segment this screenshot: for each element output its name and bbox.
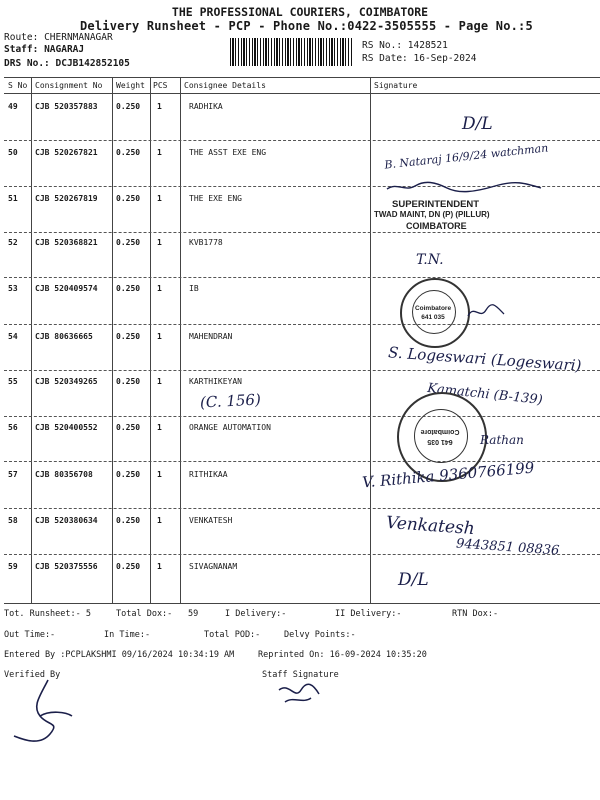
- row-separator: [4, 370, 600, 371]
- row-sno: 58: [8, 516, 18, 525]
- staff-value: NAGARAJ: [44, 44, 85, 55]
- table-top-border: [4, 77, 600, 78]
- handwritten-signature: B. Nataraj 16/9/24 watchman: [383, 141, 549, 172]
- total-dox-value: 59: [188, 609, 199, 619]
- bank-stamp-inner-ring: [412, 290, 456, 334]
- col-header-weight: Weight: [116, 81, 145, 90]
- handwritten-initials: T.N.: [416, 252, 444, 268]
- col-header-consignment: Consignment No: [35, 81, 103, 90]
- drs-label: DRS No.:: [4, 58, 50, 69]
- handwritten-note: (C. 156): [199, 390, 262, 412]
- row-consignee: THE EXE ENG: [189, 194, 242, 203]
- col-divider: [31, 77, 32, 603]
- row-weight: 0.250: [116, 148, 141, 157]
- row-weight: 0.250: [116, 423, 141, 432]
- table-bottom-border: [4, 603, 600, 604]
- rs-no-label: RS No.:: [362, 40, 403, 51]
- row-consignment: CJB 520409574: [35, 284, 98, 293]
- row-sno: 55: [8, 377, 18, 386]
- total-pod: Total POD:-: [204, 630, 261, 640]
- row-consignee: MAHENDRAN: [189, 332, 233, 341]
- row-pcs: 1: [157, 332, 162, 341]
- row-consignee: ORANGE AUTOMATION: [189, 423, 271, 432]
- orange-stamp-pin: 641 035: [427, 438, 453, 445]
- handwritten-signature: V. Rithika 9360766199: [361, 458, 536, 492]
- row-sno: 57: [8, 470, 18, 479]
- row-weight: 0.250: [116, 516, 141, 525]
- scribble-signature: [385, 180, 545, 194]
- row-weight: 0.250: [116, 332, 141, 341]
- row-pcs: 1: [157, 102, 162, 111]
- row-sno: 54: [8, 332, 18, 341]
- row-weight: 0.250: [116, 562, 141, 571]
- rs-no-row: [362, 40, 448, 51]
- handwritten-dl: D/L: [398, 570, 429, 590]
- row-pcs: 1: [157, 423, 162, 432]
- row-weight: 0.250: [116, 102, 141, 111]
- row-pcs: 1: [157, 148, 162, 157]
- row-weight: 0.250: [116, 238, 141, 247]
- row-consignee: KVB1778: [189, 238, 223, 247]
- delvy-points: Delvy Points:-: [284, 630, 356, 640]
- row-separator: [4, 232, 600, 233]
- row-sno: 53: [8, 284, 18, 293]
- col-divider: [150, 77, 151, 603]
- row-consignee: RADHIKA: [189, 102, 223, 111]
- staff-signature-label: Staff Signature: [262, 670, 339, 680]
- col-divider: [180, 77, 181, 603]
- row-pcs: 1: [157, 377, 162, 386]
- handwritten-signature: Kamatchi (B-139): [426, 380, 544, 409]
- row-separator: [4, 324, 600, 325]
- table-header-border: [4, 93, 600, 94]
- rtn-dox: RTN Dox:-: [452, 609, 499, 619]
- col-header-sno: S No: [8, 81, 28, 90]
- reprinted-on: Reprinted On: 16-09-2024 10:35:20: [258, 650, 427, 660]
- row-sno: 51: [8, 194, 18, 203]
- route-value: CHERNMANAGAR: [44, 32, 113, 43]
- row-consignee: RITHIKAA: [189, 470, 228, 479]
- orange-stamp-city: Coimbatore: [420, 428, 460, 435]
- row-consignee: IB: [189, 284, 199, 293]
- handwritten-signature: Venkatesh: [385, 512, 476, 540]
- scribble-signature: [466, 300, 506, 322]
- rs-date-value: 16-Sep-2024: [413, 53, 477, 64]
- row-pcs: 1: [157, 194, 162, 203]
- handwritten-signature: Rathan: [480, 433, 524, 447]
- barcode: [230, 38, 353, 66]
- row-consignment: CJB 520357883: [35, 102, 98, 111]
- stamp-superintendent-line1: SUPERINTENDENT: [392, 199, 480, 210]
- row-consignment: CJB 520267819: [35, 194, 98, 203]
- ii-delivery: II Delivery:-: [335, 609, 402, 619]
- row-sno: 52: [8, 238, 18, 247]
- col-divider: [112, 77, 113, 603]
- row-sno: 56: [8, 423, 18, 432]
- row-consignee: SIVAGNANAM: [189, 562, 238, 571]
- row-pcs: 1: [157, 470, 162, 479]
- col-divider: [370, 77, 371, 603]
- out-time: Out Time:-: [4, 630, 56, 640]
- row-consignee: VENKATESH: [189, 516, 233, 525]
- row-consignment: CJB 80356708: [35, 470, 93, 479]
- tot-runsheet: Tot. Runsheet:- 5: [4, 609, 91, 619]
- rs-date-row: [362, 53, 476, 64]
- staff-label: Staff:: [4, 44, 39, 55]
- runsheet-title: Delivery Runsheet - PCP - Phone No.:0422-3505555 - Page No.:5: [80, 19, 533, 33]
- verified-by: Verified By: [4, 670, 61, 680]
- stamp-superintendent-line3: COIMBATORE: [406, 221, 467, 231]
- row-separator: [4, 416, 600, 417]
- entered-by: Entered By :PCPLAKSHMI 09/16/2024 10:34:19 AM: [4, 650, 235, 660]
- rs-date-label: RS Date:: [362, 53, 408, 64]
- verifier-signature: [10, 676, 80, 746]
- handwritten-dl: D/L: [462, 114, 493, 134]
- orange-stamp-inner-ring: [414, 409, 468, 463]
- handwritten-signature: S. Logeswari (Logeswari): [387, 343, 582, 375]
- route-row: [4, 32, 113, 43]
- row-pcs: 1: [157, 238, 162, 247]
- route-label: Route:: [4, 32, 39, 43]
- staff-signature: [275, 680, 323, 708]
- row-weight: 0.250: [116, 377, 141, 386]
- row-consignment: CJB 520380634: [35, 516, 98, 525]
- row-consignment: CJB 80636665: [35, 332, 93, 341]
- staff-row: [4, 44, 84, 55]
- row-pcs: 1: [157, 516, 162, 525]
- row-consignment: CJB 520368821: [35, 238, 98, 247]
- row-weight: 0.250: [116, 284, 141, 293]
- total-dox-label: Total Dox:-: [116, 609, 173, 619]
- row-separator: [4, 140, 600, 141]
- row-sno: 50: [8, 148, 18, 157]
- stamp-superintendent-line2: TWAD MAINT, DN (P) (PILLUR): [374, 210, 490, 219]
- bank-stamp-city: Coimbatore: [414, 305, 452, 312]
- row-consignment: CJB 520349265: [35, 377, 98, 386]
- in-time: In Time:-: [104, 630, 151, 640]
- rs-no-value: 1428521: [407, 40, 448, 51]
- bank-stamp-pin: 641 035: [421, 314, 445, 321]
- col-header-signature: Signature: [374, 81, 418, 90]
- col-header-pcs: PCS: [153, 81, 168, 90]
- row-separator: [4, 508, 600, 509]
- row-sno: 49: [8, 102, 18, 111]
- company-name: THE PROFESSIONAL COURIERS, COIMBATORE: [171, 5, 429, 19]
- row-consignee: THE ASST EXE ENG: [189, 148, 267, 157]
- row-pcs: 1: [157, 562, 162, 571]
- row-weight: 0.250: [116, 470, 141, 479]
- col-header-consignee: Consignee Details: [184, 81, 266, 90]
- row-weight: 0.250: [116, 194, 141, 203]
- row-consignment: CJB 520267821: [35, 148, 98, 157]
- drs-row: [4, 58, 130, 69]
- i-delivery: I Delivery:-: [225, 609, 287, 619]
- handwritten-phone: 9443851 08836: [455, 536, 560, 559]
- drs-value: DCJB142852105: [55, 58, 130, 69]
- row-consignment: CJB 520400552: [35, 423, 98, 432]
- row-sno: 59: [8, 562, 18, 571]
- row-pcs: 1: [157, 284, 162, 293]
- row-separator: [4, 277, 600, 278]
- row-consignment: CJB 520375556: [35, 562, 98, 571]
- row-consignee: KARTHIKEYAN: [189, 377, 242, 386]
